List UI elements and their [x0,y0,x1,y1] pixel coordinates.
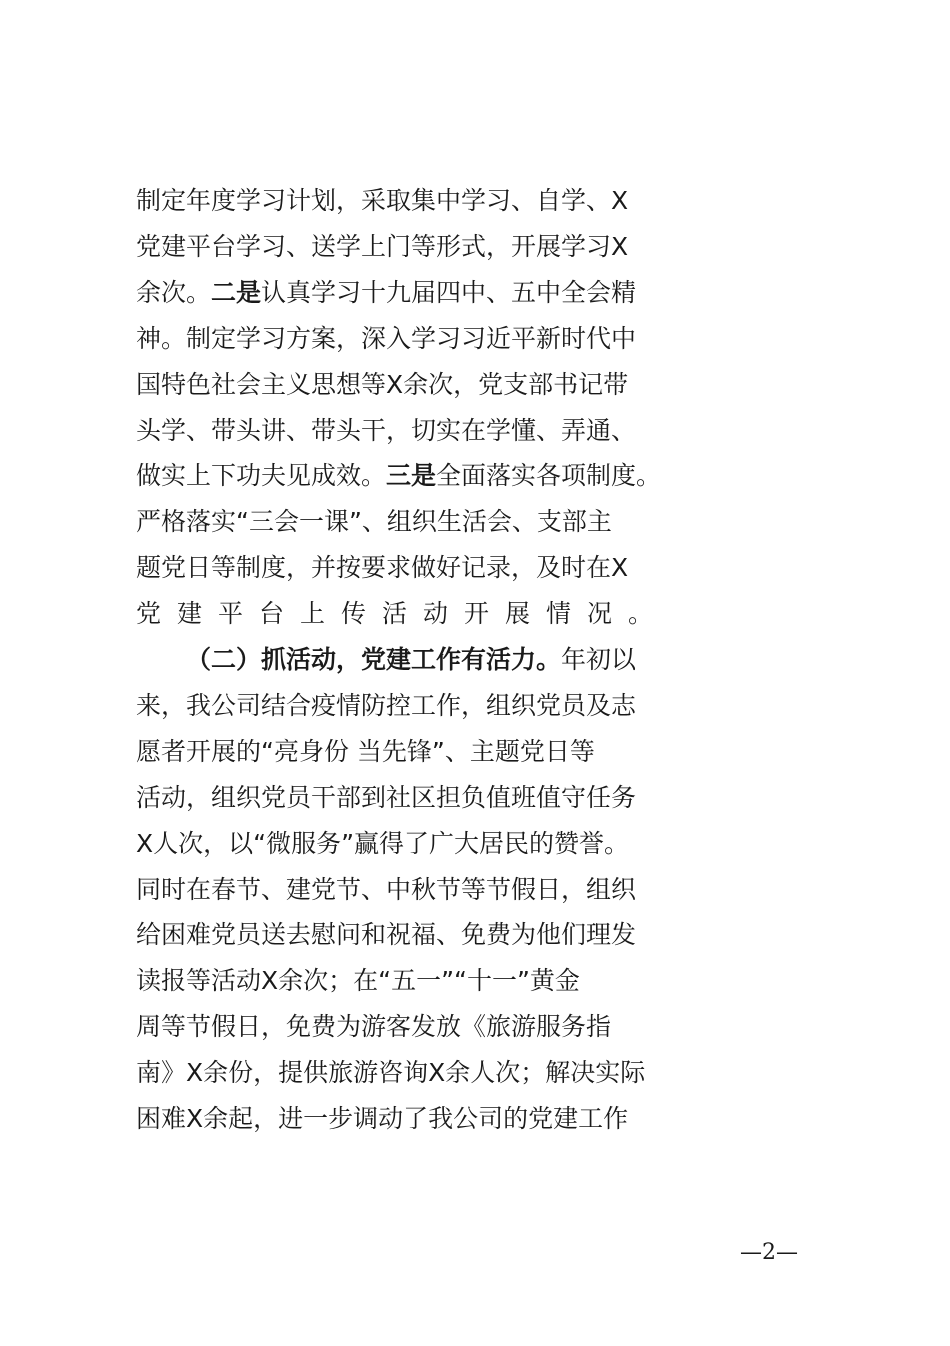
text-line [136,504,814,540]
text-segment: 头学、带头讲、带头干，切实在学懂、弄通、 [136,415,637,445]
text-segment: 做实上下功夫见成效。 [136,461,387,491]
text-line [136,780,814,816]
text-line [136,826,814,862]
text-segment: 年初以 [561,645,637,674]
text-line [186,642,814,678]
text-segment: 党建平台上传活动开展情况。 [136,599,670,629]
text-line [136,963,814,999]
text-segment: 愿者开展的“亮身份 当先锋”、主题党日等 [136,736,595,766]
text-line [136,1055,814,1091]
text-line [136,183,814,219]
text-segment: 读报等活动X余次；在“五一”“十一”黄金 [136,966,580,996]
text-line [136,550,814,586]
text-segment: 困难X余起，进一步调动了我公司的党建工作 [136,1104,629,1133]
text-segment: 全面落实各项制度。 [436,461,662,491]
bold-text-segment: 三是 [386,461,437,491]
text-line [136,458,814,494]
text-line [136,1009,814,1045]
text-segment: 给困难党员送去慰问和祝福、免费为他们理发 [136,920,637,950]
text-segment: 制定年度学习计划，采取集中学习、自学、X [136,186,629,215]
text-line [136,917,814,953]
text-segment: 严格落实“三会一课”、组织生活会、支部主 [136,507,612,537]
bold-text-segment: （二）抓活动，党建工作有活力。 [186,645,562,674]
text-line [136,688,814,724]
text-segment: 认真学习十九届四中、五中全会精 [261,277,637,307]
text-segment: X人次，以“微服务”赢得了广大居民的赞誉。 [136,828,630,858]
text-line [136,596,814,632]
text-segment: 题党日等制度，并按要求做好记录，及时在X [136,553,629,583]
text-segment: 活动，组织党员干部到社区担负值班值守任务 [136,782,637,812]
text-segment: 周等节假日，免费为游客发放《旅游服务指 [136,1012,612,1042]
text-segment: 南》X余份，提供旅游咨询X余人次；解决实际 [136,1058,646,1088]
page-number: —2— [740,1240,798,1265]
text-segment: 同时在春节、建党节、中秋节等节假日，组织 [136,874,637,904]
text-line [136,367,814,403]
bold-text-segment: 二是 [211,277,262,307]
text-segment: 余次。 [136,277,212,307]
text-segment: 来，我公司结合疫情防控工作，组织党员及志 [136,690,637,720]
text-line [136,321,814,357]
text-line [136,734,814,770]
text-line [136,872,814,908]
text-segment: 神。制定学习方案，深入学习习近平新时代中 [136,323,637,353]
text-segment: 党建平台学习、送学上门等形式，开展学习X [136,231,629,261]
text-line [136,1101,814,1137]
text-line [136,413,814,449]
text-segment: 国特色社会主义思想等X余次，党支部书记带 [136,369,629,399]
text-line [136,275,814,311]
text-line [136,229,814,265]
